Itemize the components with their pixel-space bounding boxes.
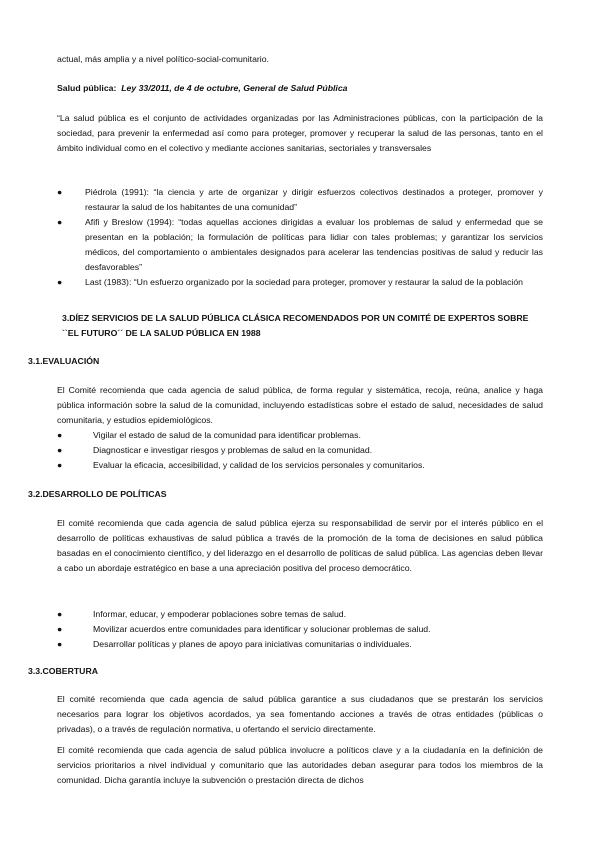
definition-text: Last (1983): “Un esfuerzo organizado por la sociedad para proteger, promover y restaurar la salud de la población: [85, 277, 524, 287]
list-item-text: Desarrollar políticas y planes de apoyo para iniciativas comunitarias o individuales.: [93, 639, 412, 649]
list-item-text: Informar, educar, y empoderar poblaciones sobre temas de salud.: [93, 609, 347, 619]
definition-text: Afifi y Breslow (1994): “todas aquellas acciones dirigidas a evaluar los problemas de salud y enfermedad que se presentan en la población; la formulación de políticas para lidiar con tales problemas; y garantizar los servicios médicos, del comportamiento o ambientales designados para acelerar las tendencias positivas de salud y reducir las desfavorables”: [85, 217, 543, 272]
list-item: [57, 458, 543, 473]
bullet-icon: ●: [57, 609, 63, 619]
bullet-icon: ●: [57, 639, 63, 649]
salud-publica-label: Salud pública:: [57, 83, 117, 93]
bullet-icon: ●: [57, 460, 63, 470]
section-3-2-heading: 3.2.DESARROLLO DE POLÍTICAS: [28, 489, 167, 499]
list-item: [57, 622, 543, 637]
bullet-icon: ●: [57, 187, 63, 197]
list-item-text: Movilizar acuerdos entre comunidades para identificar y solucionar problemas de salud.: [93, 624, 431, 634]
list-item: [57, 607, 543, 622]
section-3-1-paragraph: El Comité recomienda que cada agencia de salud pública, de forma regular y sistemática, recoja, reúna, analice y haga pública información sobre la salud de la comunidad, incluyendo estadísticas sobre el estado de salud, necesidades de salud comunitaria, y estudios epidemiológicos.: [57, 385, 543, 425]
section-3-3-heading: 3.3.COBERTURA: [28, 666, 98, 676]
bullet-icon: ●: [57, 430, 63, 440]
list-item: [57, 443, 543, 458]
section-3-3-paragraph-2: El comité recomienda que cada agencia de salud pública involucre a políticos clave y a la ciudadanía en la definición de servicios prioritarios a nivel individual y comunitario que las autoridades deban asegurar para todos los miembros de la comunidad. Dicha garantía incluye la subvención o prestación directa de dichos: [57, 745, 543, 785]
section-3-2-paragraph: El comité recomienda que cada agencia de salud pública ejerza su responsabilidad de servir por el interés público en el desarrollo de políticas exhaustivas de salud pública a través de la promoción de la toma de decisiones en salud pública basadas en el conocimiento científico, y del liderazgo en el desarrollo de políticas de salud pública. Las agencias deben llevar a cabo un abordaje estratégico en base a una apreciación positiva del proceso democrático.: [57, 518, 543, 573]
salud-publica-quote: “La salud pública es el conjunto de actividades organizadas por las Administraciones públicas, con la participación de la sociedad, para prevenir la enfermedad así como para proteger, promover y recuperar la salud de las personas, tanto en el ámbito individual como en el colectivo y mediante acciones sanitarias, sectoriales y transversales: [57, 113, 543, 153]
intro-line: actual, más amplia y a nivel político-social-comunitario.: [57, 54, 269, 64]
definition-item: [57, 275, 543, 290]
list-item: [57, 637, 543, 652]
list-item: [57, 428, 543, 443]
definition-item: [57, 185, 543, 215]
definition-item: [57, 215, 543, 275]
definition-text: Piédrola (1991): “la ciencia y arte de organizar y dirigir esfuerzos colectivos destinados a proteger, promover y restaurar la salud de los habitantes de una comunidad”: [85, 187, 543, 212]
bullet-icon: ●: [57, 277, 63, 287]
bullet-icon: ●: [57, 217, 63, 227]
section-3-3-paragraph-1: El comité recomienda que cada agencia de salud pública garantice a sus ciudadanos que se prestarán los servicios necesarios para lograr los objetivos acordados, ya sea fomentando acciones a través de otras entidades (públicas o privadas), o a través de regulación normativa, u ofertando el servicio directamente.: [57, 694, 543, 734]
bullet-icon: ●: [57, 624, 63, 634]
salud-publica-heading: [57, 81, 543, 96]
list-item-text: Vigilar el estado de salud de la comunidad para identificar problemas.: [93, 430, 361, 440]
list-item-text: Evaluar la eficacia, accesibilidad, y calidad de los servicios personales y comunitarios.: [93, 460, 425, 470]
section-3-title: 3.DÍEZ SERVICIOS DE LA SALUD PÚBLICA CLÁSICA RECOMENDADOS POR UN COMITÉ DE EXPERTOS SOBRE ``EL FUTURO´´ DE LA SALUD PÚBLICA EN 1988: [62, 313, 529, 338]
list-item-text: Diagnosticar e investigar riesgos y problemas de salud en la comunidad.: [93, 445, 373, 455]
bullet-icon: ●: [57, 445, 63, 455]
ley-reference: Ley 33/2011, de 4 de octubre, General de Salud Pública: [121, 83, 348, 93]
section-3-1-heading: 3.1.EVALUACIÓN: [28, 356, 100, 366]
